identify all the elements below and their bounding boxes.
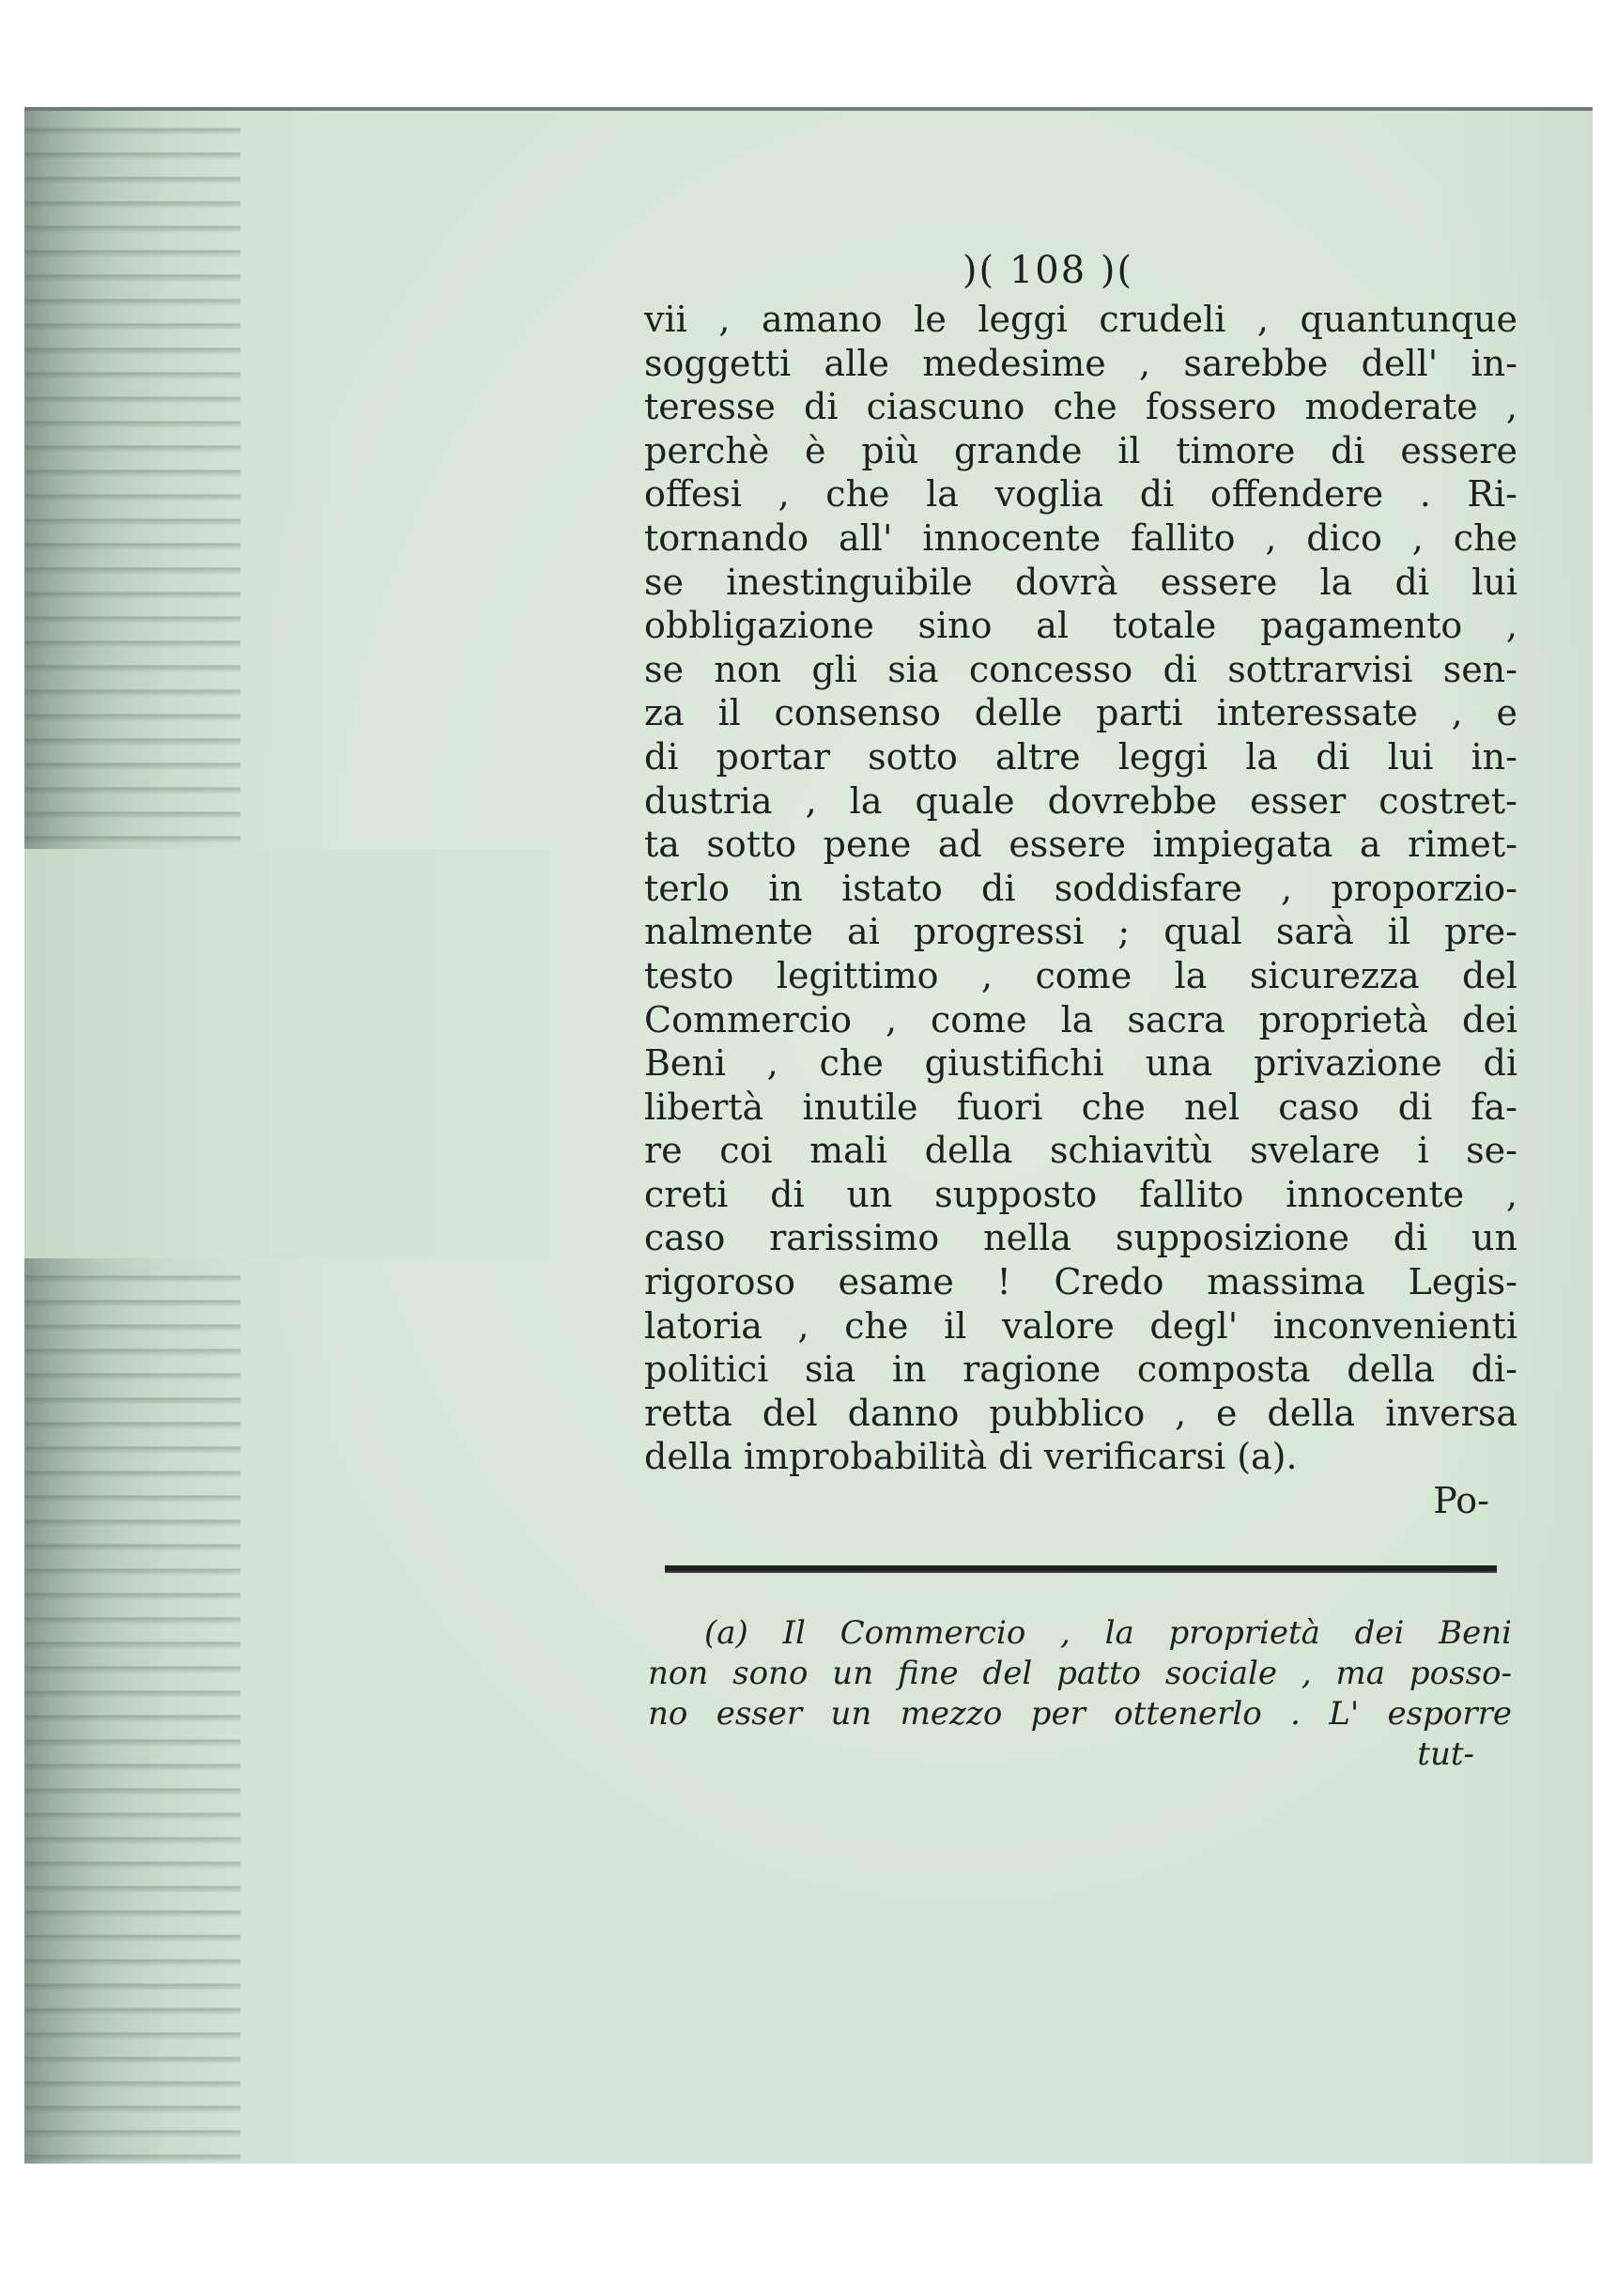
text-line: soggetti alle medesime , sarebbe dell' in-: [644, 342, 1517, 384]
text-line: della improbabilità di verificarsi (a).: [644, 1436, 1298, 1478]
text-line: nalmente ai progressi ; qual sarà il pre-: [644, 911, 1517, 953]
text-line: terlo in istato di soddisfare , proporzio-: [644, 867, 1517, 909]
text-line: re coi mali della schiavitù svelare i se-: [644, 1130, 1517, 1172]
text-line: vii , amano le leggi crudeli , quantunque: [644, 299, 1517, 340]
text-line: tornando all' innocente fallito , dico , che: [644, 516, 1517, 559]
text-line: libertà inutile fuori che nel caso di fa-: [644, 1086, 1517, 1128]
main-text-lines: [644, 298, 1517, 1479]
footnote-catchword: tut-: [1417, 1735, 1474, 1773]
text-line: rigoroso esame ! Credo massima Legis-: [644, 1261, 1517, 1303]
footnote-lines: [648, 1613, 1512, 1734]
footnote-line: no esser un mezzo per ottenerlo . L' esporre: [648, 1695, 1512, 1733]
text-line: za il consenso delle parti interessate , e: [644, 692, 1517, 734]
footnote: [648, 1613, 1512, 1775]
text-line: politici sia in ragione composta della di-: [644, 1348, 1517, 1391]
text-line: caso rarissimo nella supposizione di un: [644, 1217, 1517, 1259]
text-line: perchè è più grande il timore di essere: [644, 429, 1517, 471]
text-line: se inestinguibile dovrà essere la di lui: [644, 561, 1517, 603]
text-line: di portar sotto altre leggi la di lui in-: [644, 735, 1517, 778]
text-line: retta del danno pubblico , e della inversa: [644, 1392, 1517, 1434]
text-line: teresse di ciascuno che fossero moderate ,: [644, 386, 1517, 428]
text-line: dustria , la quale dovrebbe esser costret-: [644, 779, 1517, 822]
text-line: latoria , che il valore degl' inconvenienti: [644, 1304, 1517, 1347]
text-line: ta sotto pene ad essere impiegata a rimet-: [644, 824, 1517, 866]
text-line: offesi , che la voglia di offendere . Ri-: [644, 473, 1517, 516]
binding-blur-patch: [24, 849, 550, 1258]
text-line: obbligazione sino al totale pagamento ,: [644, 605, 1517, 647]
text-line: Beni , che giustifichi una privazione di: [644, 1042, 1517, 1085]
footnote-line: non sono un fine del patto sociale , ma posso-: [648, 1655, 1512, 1692]
page-number: )( 108 )(: [962, 249, 1134, 292]
footnote-line: (a) Il Commercio , la proprietà dei Beni: [704, 1614, 1512, 1652]
text-line: se non gli sia concesso di sottrarvisi sen-: [644, 648, 1517, 690]
main-text: [644, 249, 1517, 1523]
text-line: Commercio , come la sacra proprietà dei: [644, 998, 1517, 1040]
text-line: testo legittimo , come la sicurezza del: [644, 954, 1517, 996]
catchword: Po-: [1433, 1480, 1489, 1522]
footnote-separator-rule: [665, 1565, 1497, 1573]
text-line: creti di un supposto fallito innocente ,: [644, 1173, 1517, 1215]
